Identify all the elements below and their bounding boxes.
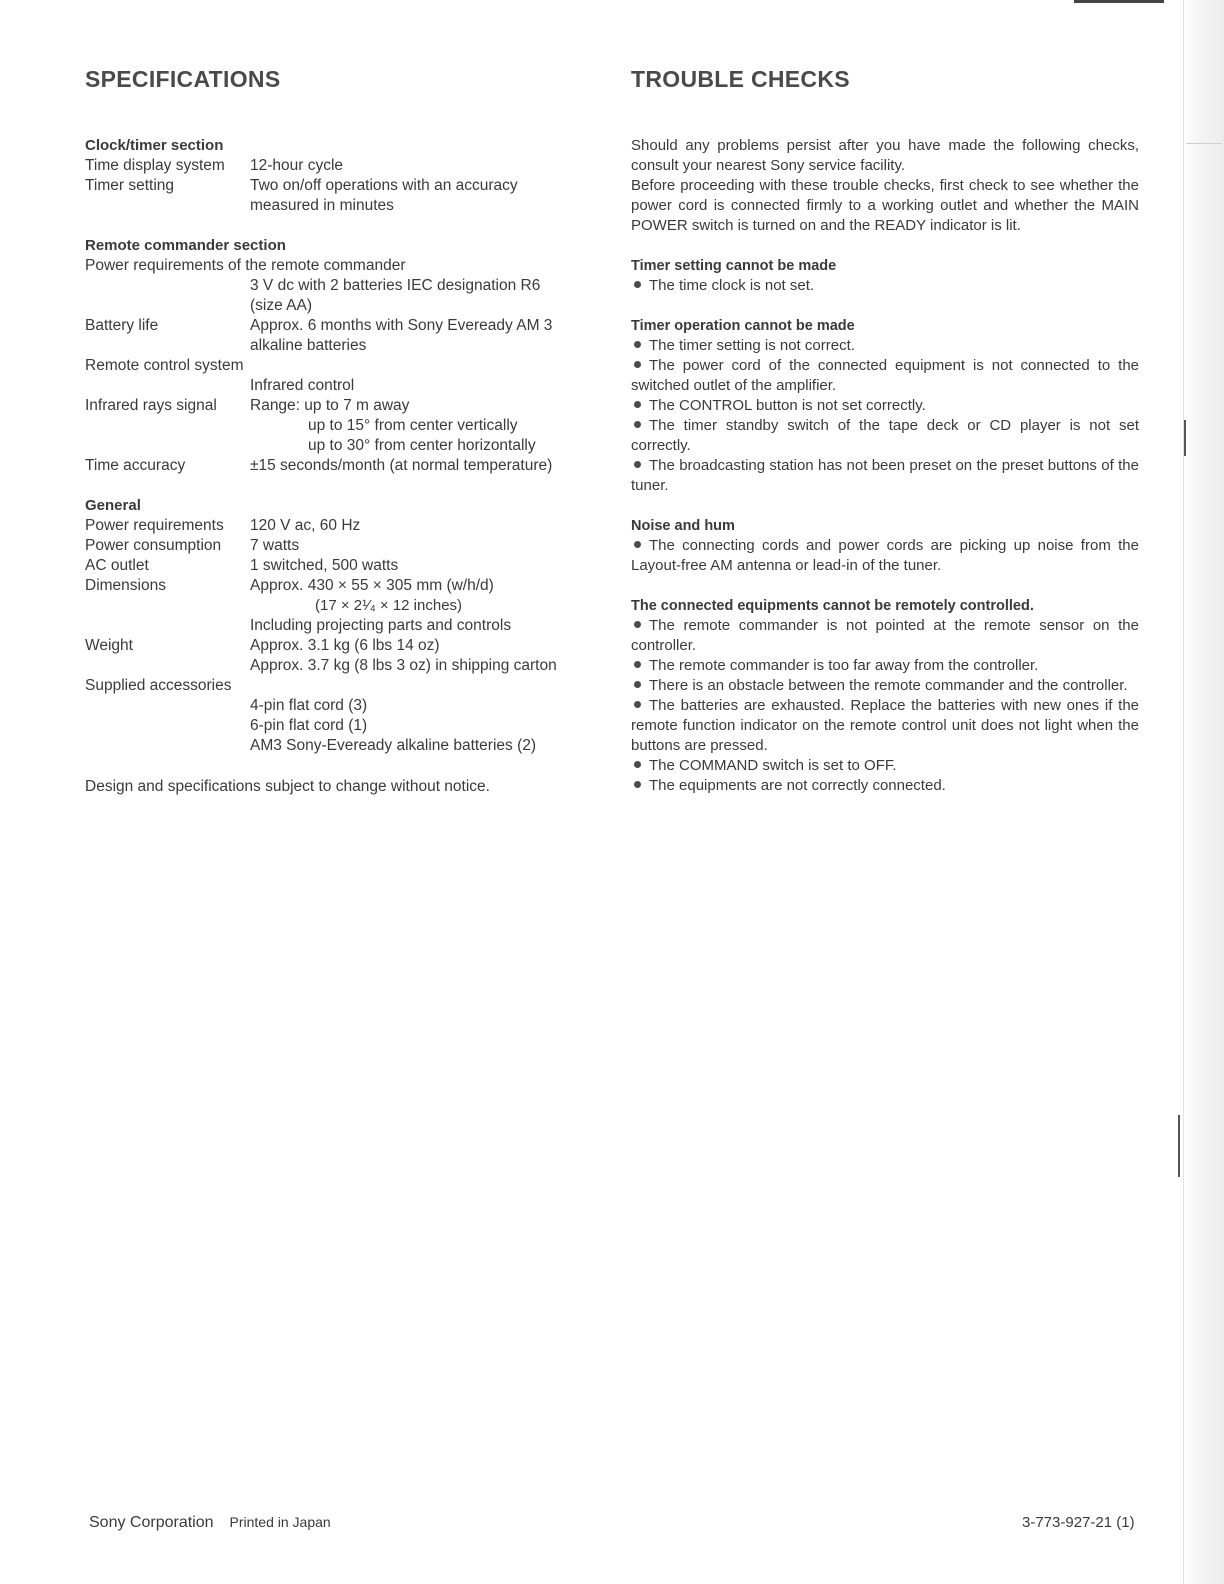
spec-row (85, 456, 605, 476)
page-edge-line (1183, 0, 1184, 1584)
spec-row (85, 636, 605, 656)
section-heading: Remote commander section (85, 237, 286, 254)
trouble-item (631, 616, 1139, 656)
scan-mark (1074, 0, 1164, 3)
section-heading: Clock/timer section (85, 137, 224, 154)
remote-commander-section (85, 236, 605, 476)
trouble-item-text: The timer setting is not correct. (649, 337, 855, 354)
trouble-group (631, 516, 1139, 576)
footer-imprint (89, 1514, 331, 1532)
spec-row (85, 556, 605, 576)
trouble-item-text: The power cord of the connected equipment is not connected to the switched outlet of the amplifier. (631, 357, 1139, 394)
intro-paragraph: Before proceeding with these trouble checks, first check to see whether the power cord is connected firmly to a working outlet and whether the MAIN POWER switch is turned on and the READY indicator is lit. (631, 177, 1139, 234)
specifications-note: Design and specifications subject to change without notice. (85, 778, 490, 795)
trouble-item-text: The timer standby switch of the tape deck or CD player is not set correctly. (631, 417, 1139, 454)
trouble-heading: Timer setting cannot be made (631, 258, 837, 274)
bullet-icon (634, 681, 641, 688)
spec-value: ±15 seconds/month (at normal temperature) (250, 457, 553, 474)
intro-paragraph: Should any problems persist after you have made the following checks, consult your nearest Sony service facility. (631, 137, 1139, 174)
trouble-group (631, 316, 1139, 496)
trouble-item-text: The time clock is not set. (649, 277, 815, 294)
spec-label: Battery life (85, 317, 159, 334)
specifications-title: SPECIFICATIONS (85, 66, 281, 92)
spec-row (85, 516, 605, 536)
spec-label: Weight (85, 637, 133, 654)
trouble-checks-title: TROUBLE CHECKS (631, 66, 850, 92)
spec-row (85, 156, 605, 176)
spec-value: Approx. 3.7 kg (8 lbs 3 oz) in shipping carton (250, 657, 557, 674)
trouble-item-text: The remote commander is too far away from the controller. (649, 657, 1039, 674)
accessory-item: 6-pin flat cord (1) (250, 717, 368, 734)
trouble-item-text: The COMMAND switch is set to OFF. (649, 757, 897, 774)
bullet-icon (634, 781, 641, 788)
spec-value: Approx. 3.1 kg (6 lbs 14 oz) (250, 637, 440, 654)
spec-value: (size AA) (250, 297, 313, 314)
spec-row (85, 536, 605, 556)
trouble-item-text: The CONTROL button is not set correctly. (649, 397, 926, 414)
trouble-item (631, 396, 1139, 416)
scan-mark (1184, 420, 1186, 456)
trouble-item (631, 696, 1139, 756)
trouble-item (631, 656, 1139, 676)
scan-mark (1186, 143, 1222, 144)
bullet-icon (634, 341, 641, 348)
spec-label: Power consumption (85, 537, 222, 554)
spec-label: Time accuracy (85, 457, 186, 474)
spec-value: Range: up to 7 m away (250, 397, 410, 414)
trouble-item-text: The connecting cords and power cords are picking up noise from the Layout-free AM antenna or lead-in of the tuner. (631, 537, 1139, 574)
spec-label: Power requirements of the remote commander (85, 257, 406, 274)
specifications-section (85, 66, 605, 797)
section-heading: General (85, 497, 141, 514)
trouble-heading: Timer operation cannot be made (631, 318, 855, 334)
bullet-icon (634, 361, 641, 368)
trouble-item (631, 276, 1139, 296)
trouble-group (631, 596, 1139, 796)
trouble-item (631, 336, 1139, 356)
spec-value: Two on/off operations with an accuracy (250, 177, 518, 194)
printed-in: Printed in Japan (229, 1514, 331, 1530)
spec-value: Including projecting parts and controls (250, 617, 512, 634)
spec-value: up to 15° from center vertically (308, 417, 518, 434)
page-edge-shadow (1184, 0, 1224, 1584)
spec-value: 3 V dc with 2 batteries IEC designation R6 (250, 277, 541, 294)
trouble-group (631, 256, 1139, 296)
bullet-icon (634, 421, 641, 428)
spec-value: alkaline batteries (250, 337, 367, 354)
accessory-item: 4-pin flat cord (3) (250, 697, 368, 714)
trouble-item (631, 776, 1139, 796)
spec-value: Approx. 6 months with Sony Eveready AM 3 (250, 317, 553, 334)
bullet-icon (634, 661, 641, 668)
trouble-item-text: The batteries are exhausted. Replace the batteries with new ones if the remote function indicator on the remote control unit does not light when the buttons are pressed. (631, 697, 1139, 754)
spec-value: measured in minutes (250, 197, 394, 214)
spec-label: Timer setting (85, 177, 175, 194)
trouble-checks-section (631, 66, 1139, 796)
spec-value: Approx. 430 × 55 × 305 mm (w/h/d) (250, 577, 494, 594)
trouble-item (631, 756, 1139, 776)
spec-value: up to 30° from center horizontally (308, 437, 536, 454)
trouble-heading: The connected equipments cannot be remotely controlled. (631, 598, 1034, 614)
spec-row (85, 576, 605, 596)
spec-label: Time display system (85, 157, 225, 174)
spec-label: Infrared rays signal (85, 397, 217, 414)
general-section (85, 496, 605, 756)
spec-value: 1 switched, 500 watts (250, 557, 399, 574)
spec-label: Dimensions (85, 577, 166, 594)
trouble-item (631, 456, 1139, 496)
spec-value: 7 watts (250, 537, 300, 554)
bullet-icon (634, 761, 641, 768)
accessory-item: AM3 Sony-Eveready alkaline batteries (2) (250, 737, 537, 754)
bullet-icon (634, 621, 641, 628)
trouble-item-text: There is an obstacle between the remote commander and the controller. (649, 677, 1128, 694)
trouble-item-text: The equipments are not correctly connected. (649, 777, 946, 794)
bullet-icon (634, 281, 641, 288)
spec-label: AC outlet (85, 557, 149, 574)
spec-label: Supplied accessories (85, 677, 232, 694)
scan-mark (1178, 1115, 1180, 1177)
trouble-item (631, 416, 1139, 456)
spec-value: 120 V ac, 60 Hz (250, 517, 361, 534)
bullet-icon (634, 701, 641, 708)
spec-value: (17 × 2¹⁄₄ × 12 inches) (315, 597, 463, 614)
trouble-item-text: The broadcasting station has not been preset on the preset buttons of the tuner. (631, 457, 1139, 494)
spec-row (85, 396, 605, 416)
trouble-item (631, 356, 1139, 396)
spec-value: 12-hour cycle (250, 157, 344, 174)
bullet-icon (634, 541, 641, 548)
trouble-item-text: The remote commander is not pointed at the remote sensor on the controller. (631, 617, 1139, 654)
trouble-heading: Noise and hum (631, 518, 735, 534)
spec-row (85, 316, 605, 336)
trouble-item (631, 536, 1139, 576)
bullet-icon (634, 401, 641, 408)
clock-timer-section (85, 136, 605, 216)
spec-label: Power requirements (85, 517, 224, 534)
spec-label: Remote control system (85, 357, 244, 374)
trouble-item (631, 676, 1139, 696)
spec-row (85, 176, 605, 196)
bullet-icon (634, 461, 641, 468)
document-code: 3-773-927-21 (1) (1022, 1514, 1135, 1531)
spec-value: Infrared control (250, 377, 355, 394)
company-name: Sony Corporation (89, 1514, 214, 1531)
